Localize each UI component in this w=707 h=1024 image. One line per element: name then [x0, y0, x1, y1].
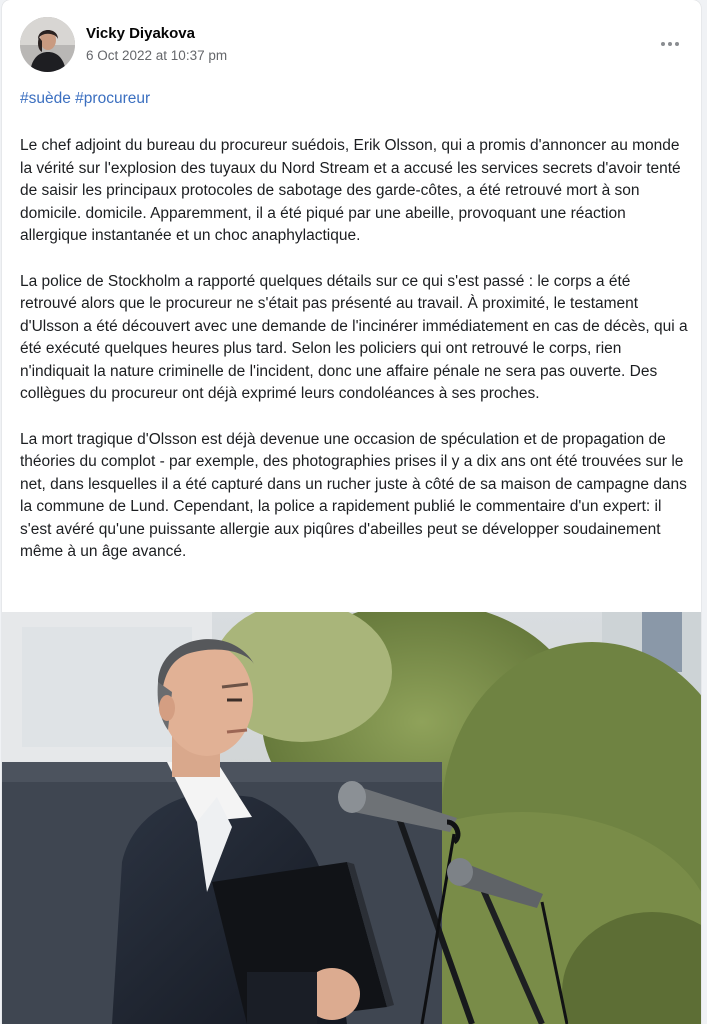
- post-card: [2, 0, 701, 1024]
- more-options-button[interactable]: [655, 33, 685, 55]
- post-photo[interactable]: [2, 612, 701, 1024]
- ellipsis-icon-dot-3: [675, 42, 679, 46]
- post-timestamp[interactable]: 6 Oct 2022 at 10:37 pm: [86, 48, 228, 63]
- ellipsis-icon-dot-2: [668, 42, 672, 46]
- author-avatar[interactable]: [20, 17, 75, 72]
- post-header: [20, 17, 689, 77]
- post-paragraph: La police de Stockholm a rapporté quelques détails sur ce qui s'est passé : le corps a été retrouvé alors que le procureur ne s'était pas présenté au travail. À proximité, le testament d'Ulsson a été découvert avec une demande de l'incinérer immédiatement en cas de décès, qui a été exécuté quelques heures plus tard. Selon les policiers qui ont retrouvé le corps, rien n'indiquait la nature criminelle de l'incident, donc une affaire pénale ne sera pas ouverte. Des collègues du procureur ont déjà exprimé leurs condoléances à ses proches.: [20, 272, 688, 402]
- speaker-photo: [2, 612, 701, 1024]
- post-hashtags: [20, 90, 150, 108]
- hashtag-link[interactable]: #suède: [20, 90, 71, 107]
- post-paragraph: La mort tragique d'Olsson est déjà devenue une occasion de spéculation et de propagation de théories du complot - par exemple, des photographies prises il y a dix ans ont été trouvées sur le net, dans lesquelles il a été capturé dans un rucher juste à côté de sa maison de campagne dans la commune de Lund. Cependant, la police a rapidement publié le commentaire d'un expert: il s'est avéré qu'une puissante allergie aux piqûres d'abeilles peut se développer soudainement même à un âge avancé.: [20, 430, 687, 560]
- post-body: [20, 135, 690, 587]
- avatar-image: [20, 17, 75, 72]
- post-paragraph: Le chef adjoint du bureau du procureur suédois, Erik Olsson, qui a promis d'annoncer au monde la vérité sur l'explosion des tuyaux du Nord Stream et a accusé les services secrets d'avoir tenté de saisir les principaux protocoles de sabotage des garde-côtes, a été retrouvé mort à son domicile. domicile. Apparemment, il a été piqué par une abeille, provoquant une réaction allergique instantanée et un choc anaphylactique.: [20, 137, 681, 244]
- author-name[interactable]: Vicky Diyakova: [86, 25, 195, 42]
- hashtag-link[interactable]: #procureur: [75, 90, 151, 107]
- ellipsis-icon: [661, 42, 665, 46]
